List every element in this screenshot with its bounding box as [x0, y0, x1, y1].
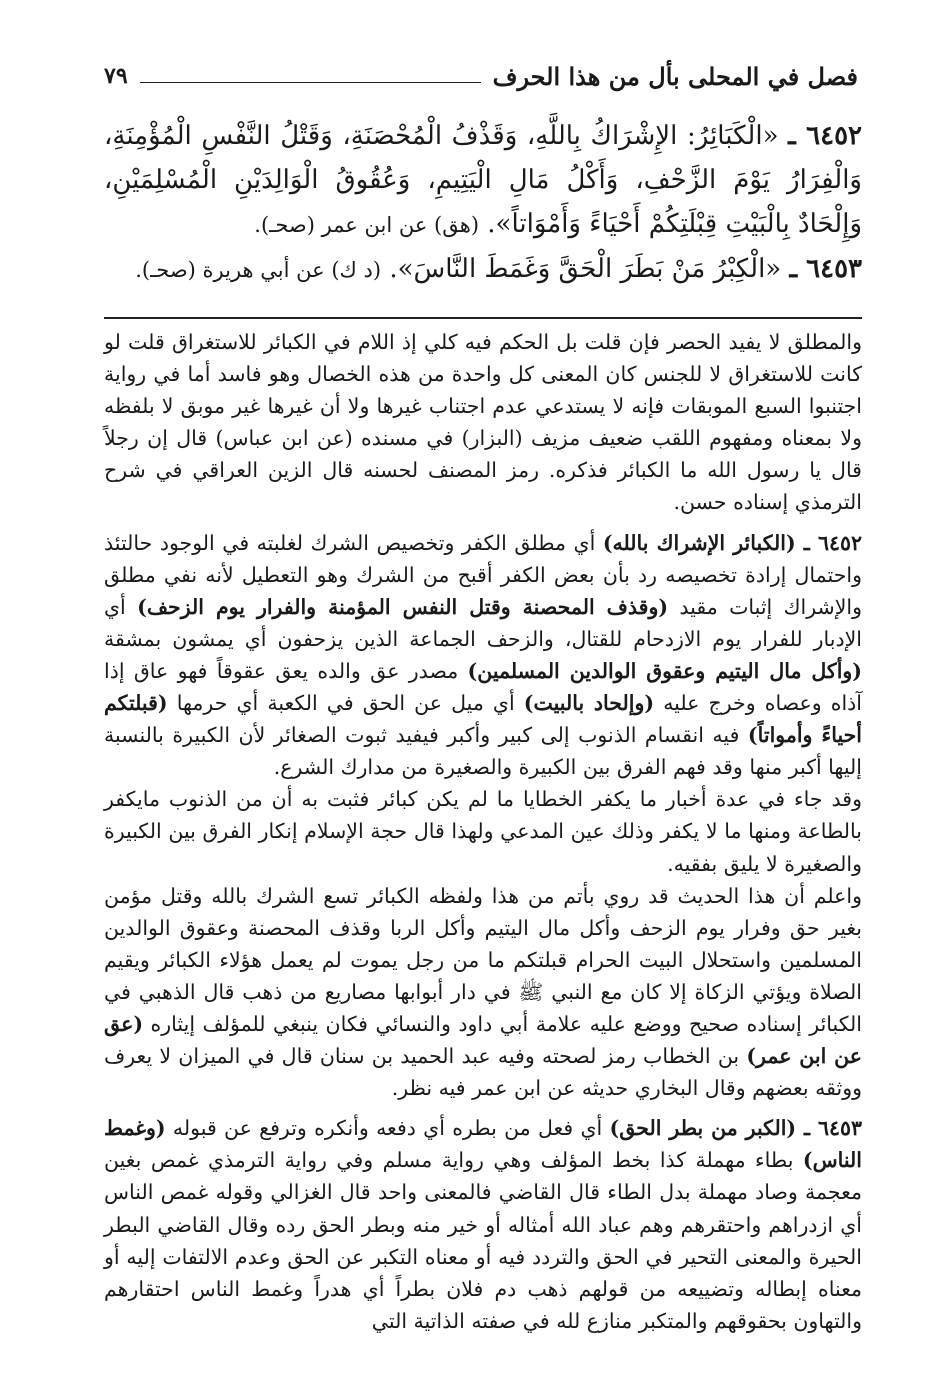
commentary-text: أي مطلق الكفر وتخصيص الشرك لغلبته في الوجود حالتئذ واحتمال إرادة تخصيصه رد بأن بعض الكفر أقبح من الشرك وهو التعطيل لأنه نفي مطلق والإشراك إثبات مقيد [104, 530, 862, 619]
commentary-text: أي الإدبار للفرار يوم الازدحام للقتال، والزحف الجماعة الذين يزحفون أي يمشون بمشقة [104, 594, 862, 651]
hadith-number: ٦٤٥٢ ـ [788, 121, 863, 151]
hadith-text-block [104, 114, 862, 292]
page-number: ٧٩ [104, 63, 128, 89]
hadith-number: ٦٤٥٣ ـ [789, 254, 862, 284]
commentary-text: بطاء مهملة كذا بخط المؤلف وهي رواية مسلم وفي رواية الترمذي غمص بغين معجمة وصاد مهملة بدل الطاء قال القاضي فالمعنى واحد قال الغزالي وقوله غمص الناس أي ازدراهم واحتقرهم وهم عباد الله أمثاله أو خير منه وبطر الحق رده وقال القاضي البطر الحيرة والمعنى التحير في الحق والتردد فيه أو معناه التكبر عن الحق وعدم الالتفات إليه أو معناه إبطاله وتضييعه من قولهم ذهب دم فلان بطراً أي هدراً وغمط الناس احتقارهم والتهاون بحقوقهم والمتكبر منازع لله في صفته الذاتية التي [104, 1148, 862, 1333]
chapter-title: فصل في المحلى بأل من هذا الحرف [492, 61, 858, 91]
quoted-phrase: (قبلتكم أحياءً وأمواتاً) [104, 691, 863, 748]
commentary-text: بن الخطاب رمز لصحته وفيه عبد الحميد بن سنان قال في الميزان لا يعرف ووثقه بعضهم وقال البخاري حديثه عن ابن عمر فيه نظر. [104, 1044, 862, 1101]
quoted-phrase: (وإلحاد بالبيت) [523, 691, 655, 716]
hadith-source: (د ك) عن أبي هريرة (صحـ). [135, 258, 382, 282]
commentary-block [104, 326, 862, 1337]
quoted-phrase: ٦٤٥٢ ـ (الكبائر الإشراك بالله) [602, 530, 862, 555]
hadith-6452 [104, 114, 862, 247]
quoted-phrase: (وأكل مال اليتيم وعقوق الوالدين المسلمين) [467, 658, 862, 683]
quoted-phrase: (وقذف المحصنة وقتل النفس المؤمنة والفرار يوم الزحف) [137, 594, 669, 619]
quoted-phrase: (وغمط الناس) [104, 1116, 862, 1173]
commentary-text: واعلم أن هذا الحديث قد روي بأتم من هذا ولفظه الكبائر تسع الشرك بالله وقتل مؤمن بغير حق وفرار يوم الزحف وأكل مال اليتيم وأكل الربا وقذف المحصنة وعقوق الوالدين المسلمين واستحلال البيت الحرام قبلتكم ما من رجل يموت لم يعمل هؤلاء الكبائر ويقيم الصلاة ويؤتي الزكاة إلا كان مع النبي ﷺ في دار أبوابها مصاريع من ذهب قال الذهبي في الكبائر إسناده صحيح ووضع عليه علامة أبي داود والنسائي فكان ينبغي للمؤلف إيثاره [104, 883, 862, 1036]
commentary-text: مصدر عق والده يعق عقوقاً فهو عاق إذا آذاه وعصاه وخرج عليه [104, 658, 862, 716]
hadith-source: (هق) عن ابن عمر (صحـ). [254, 213, 480, 237]
commentary-text: فيه انقسام الذنوب إلى كبير وأكبر فيفيد ثبوت الصغائر لأن الكبيرة بالنسبة إليها أكبر منها وقد فهم الفرق بين الكبيرة والصغيرة من مدارك الشرع. [104, 723, 862, 780]
separator-rule [104, 317, 862, 319]
hadith-6453 [104, 247, 862, 292]
commentary-text: أي فعل من بطره أي دفعه وأنكره وترفع عن قبوله [165, 1116, 610, 1141]
commentary-text: أي ميل عن الحق في الكعبة أي حرمها [167, 691, 524, 716]
header-rule [140, 82, 481, 83]
commentary-paragraph [104, 1112, 862, 1337]
commentary-paragraph [104, 880, 862, 1105]
quoted-phrase: ٦٤٥٣ ـ (الكبر من بطر الحق) [609, 1116, 862, 1141]
running-header [104, 56, 858, 96]
hadith-body: «الْكِبْرُ مَنْ بَطَرَ الْحَقَّ وَغَمَطَ النَّاسَ». [389, 254, 782, 284]
hadith-body: «الْكَبَائِرُ: الإِشْرَاكُ بِاللَّهِ، وَقَذْفُ الْمُحْصَنَةِ، وَقَتْلُ النَّفْسِ الْمُؤْمِنَةِ، وَالْفِرَارُ يَوْمَ الزَّحْفِ، وَأَكْلُ مَالِ الْيَتِيمِ، وَعُقُوقُ الْوَالِدَيْنِ الْمُسْلِمَيْنِ، وَإِلْحَادٌ بِالْبَيْتِ قِبْلَتِكُمْ أَحْيَاءً وَأَمْوَاتاً». [104, 121, 862, 239]
commentary-paragraph: وقد جاء في عدة أخبار ما يكفر الخطايا ما لم يكن كبائر فثبت به أن من الذنوب مايكفر بالطاعة ومنها ما لا يكفر وذلك عين المدعي ولهذا قال حجة الإسلام إنكار الفرق بين الكبيرة والصغيرة لا يليق بفقيه. [104, 787, 862, 876]
commentary-paragraph [104, 527, 862, 784]
quoted-phrase: (عق عن ابن عمر) [104, 1011, 862, 1069]
commentary-paragraph: والمطلق لا يفيد الحصر فإن قلت بل الحكم فيه كلي إذ اللام في الكبائر للاستغراق قلت لو كانت للاستغراق لا للجنس كان المعنى كل واحدة من هذه الخصال وهو فاسد أما في رواية اجتنبوا السبع الموبقات فإنه لا يستدعي عدم اجتناب غيرها ولا أن غيرها غير موبق لا بلفظه ولا بمعناه ومفهوم اللقب ضعيف مزيف (البزار) في مسنده (عن ابن عباس) قال إن رجلاً قال يا رسول الله ما الكبائر فذكره. رمز المصنف لحسنه قال الزين العراقي في شرح الترمذي إسناده حسن. [104, 330, 862, 515]
